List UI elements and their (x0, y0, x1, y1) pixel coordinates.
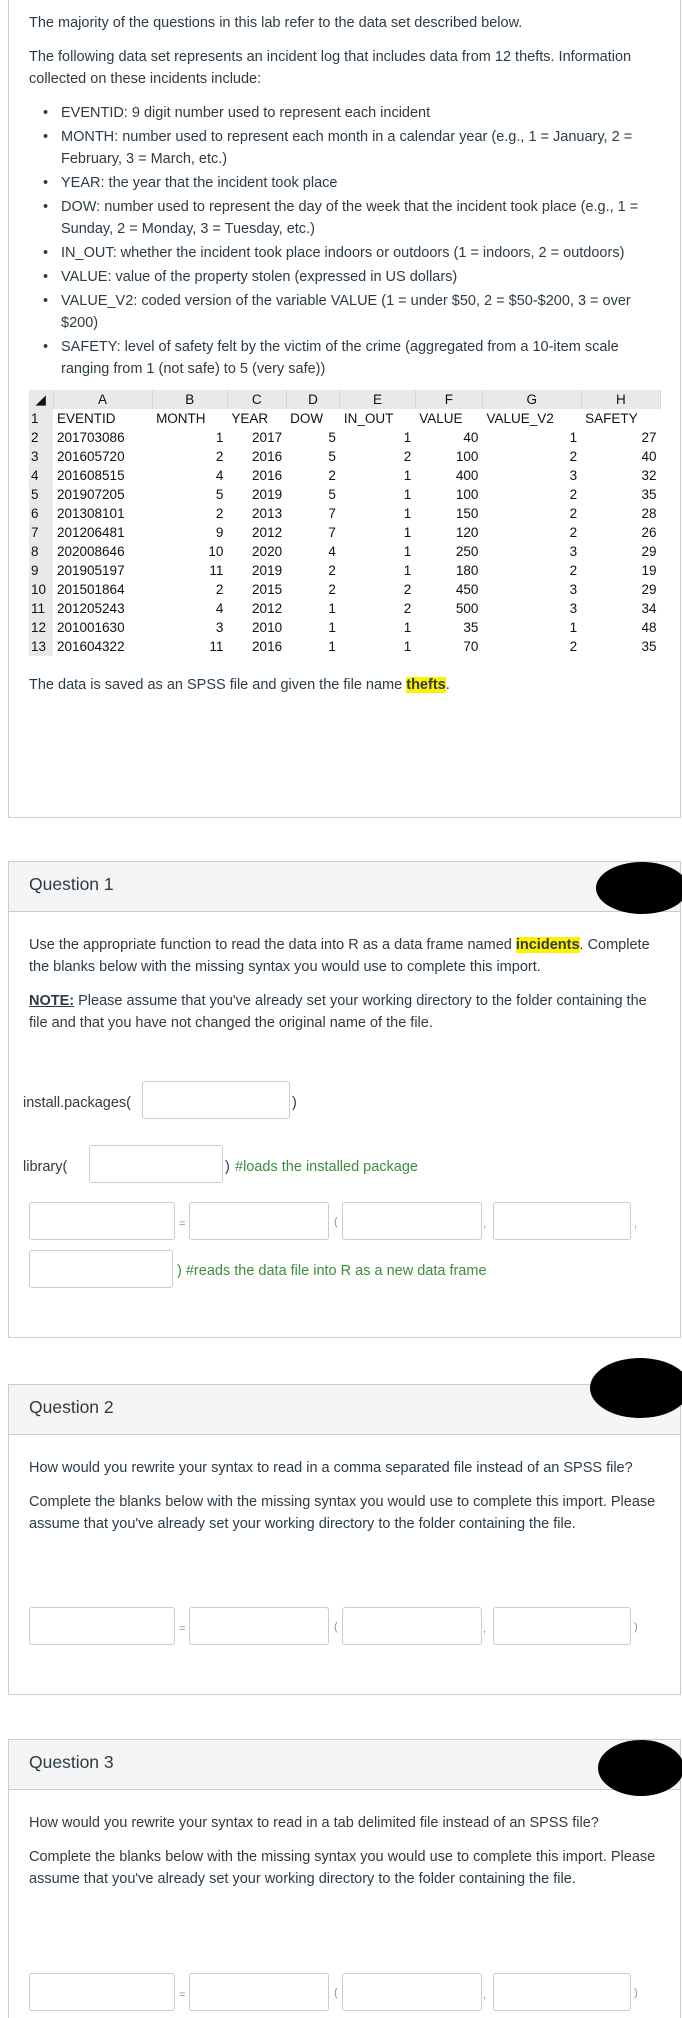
sheet-corner: ◢ (29, 390, 53, 409)
table-cell: 5 (328, 430, 336, 445)
column-header: YEAR (231, 411, 269, 426)
row-number: 12 (29, 618, 53, 637)
table-cell: 1 (403, 544, 412, 559)
table-cell: 4 (215, 468, 224, 483)
table-cell: 100 (455, 449, 479, 464)
table-cell: 250 (455, 544, 479, 559)
table-cell: 40 (463, 430, 479, 445)
question-note (29, 990, 660, 1034)
dataframe-name-blank[interactable] (29, 1973, 175, 2011)
column-letter: G (482, 390, 581, 409)
table-cell: 3 (569, 601, 578, 616)
file-argument-blank[interactable] (342, 1607, 482, 1645)
dataframe-name-highlight: incidents (515, 937, 580, 953)
table-cell: 2010 (252, 620, 283, 635)
assign-operator: = (179, 1218, 186, 1230)
table-cell: 10 (208, 544, 224, 559)
table-cell: 201604322 (57, 639, 125, 654)
table-cell: 3 (569, 582, 578, 597)
column-header: DOW (290, 411, 324, 426)
table-cell: 29 (641, 544, 657, 559)
variable-list (43, 102, 660, 380)
library-suffix: ) (225, 1159, 230, 1175)
table-cell: 2 (215, 449, 224, 464)
table-cell: 1 (403, 468, 412, 483)
table-cell: 201206481 (57, 525, 125, 540)
row-number: 9 (29, 561, 53, 580)
row-number: 5 (29, 485, 53, 504)
redaction-mark (590, 1358, 682, 1418)
question-text: How would you rewrite your syntax to read in a comma separated file instead of an SPSS file? (29, 1460, 633, 1476)
table-cell: 5 (328, 487, 336, 502)
table-cell: 2 (569, 487, 578, 502)
row-number: 7 (29, 523, 53, 542)
table-row (29, 618, 661, 637)
file-note (29, 674, 660, 696)
table-cell: 2 (569, 506, 578, 521)
table-cell: 2 (569, 563, 578, 578)
table-cell: 1 (215, 430, 224, 445)
table-cell: 2 (215, 506, 224, 521)
table-cell: 1 (403, 620, 412, 635)
table-cell: 3 (569, 544, 578, 559)
question-text: Complete the blanks below with the missing syntax you would use to complete this import. Please assume that you've already set your working directory to the folder containing the file. (29, 1494, 656, 1532)
question-body (9, 1435, 680, 1535)
table-cell: 34 (641, 601, 657, 616)
dataframe-name-blank[interactable] (29, 1202, 175, 1240)
column-letter: C (227, 390, 286, 409)
extra-argument-blank[interactable] (493, 1202, 631, 1240)
table-cell: 7 (328, 525, 336, 540)
question-title: Question 2 (9, 1385, 680, 1435)
table-cell: 2017 (252, 430, 283, 445)
column-header: IN_OUT (343, 411, 394, 426)
library-blank[interactable] (89, 1145, 223, 1183)
install-prefix: install.packages( (23, 1095, 131, 1111)
table-cell: 2016 (252, 468, 283, 483)
table-cell: 35 (463, 620, 479, 635)
table-cell: 2 (328, 468, 336, 483)
comma: , (483, 1218, 487, 1230)
table-cell: 201703086 (57, 430, 125, 445)
table-cell: 2012 (252, 601, 283, 616)
table-cell: 2016 (252, 449, 283, 464)
table-cell: 201905197 (57, 563, 125, 578)
table-cell: 1 (328, 639, 336, 654)
table-cell: 70 (463, 639, 479, 654)
table-cell: 400 (455, 468, 479, 483)
table-cell: 201608515 (57, 468, 125, 483)
file-argument-blank[interactable] (342, 1973, 482, 2011)
row-number: 4 (29, 466, 53, 485)
table-cell: 4 (215, 601, 224, 616)
table-cell: 35 (641, 639, 657, 654)
question-text: Complete the blanks below with the missing syntax you would use to complete this import. Please assume that you've already set your working directory to the folder containing the file. (29, 1849, 656, 1887)
row-number: 2 (29, 428, 53, 447)
table-cell: 150 (455, 506, 479, 521)
table-cell: 201001630 (57, 620, 125, 635)
extra-argument-blank[interactable] (493, 1973, 631, 2011)
table-cell: 28 (641, 506, 657, 521)
column-header: SAFETY (585, 411, 638, 426)
question-text-part: . Complete the blanks below with the missing syntax you would use to complete this import. (29, 937, 650, 975)
table-cell: 4 (328, 544, 336, 559)
table-cell: 1 (403, 525, 412, 540)
column-header: EVENTID (57, 411, 116, 426)
table-cell: 2015 (252, 582, 283, 597)
dataframe-name-blank[interactable] (29, 1607, 175, 1645)
table-cell: 450 (455, 582, 479, 597)
function-name-blank[interactable] (189, 1973, 329, 2011)
table-cell: 1 (569, 620, 578, 635)
table-cell: 3 (215, 620, 224, 635)
column-letter: F (415, 390, 482, 409)
extra-argument-blank[interactable] (493, 1607, 631, 1645)
extra-argument-blank-2[interactable] (29, 1250, 173, 1288)
variable-item: • IN_OUT: whether the incident took place indoors or outdoors (1 = indoors, 2 = outdoors) (43, 242, 660, 264)
library-comment: #loads the installed package (235, 1159, 418, 1175)
row-number: 3 (29, 447, 53, 466)
close-paren: ) (634, 1987, 638, 1999)
question-title: Question 3 (9, 1740, 680, 1790)
install-package-blank[interactable] (142, 1081, 290, 1119)
table-cell: 201907205 (57, 487, 125, 502)
table-cell: 2 (215, 582, 224, 597)
table-cell: 1 (569, 430, 578, 445)
table-row (29, 637, 661, 656)
table-cell: 201205243 (57, 601, 125, 616)
redaction-mark (596, 862, 682, 914)
table-cell: 201308101 (57, 506, 125, 521)
intro-paragraph-1: The majority of the questions in this lab refer to the data set described below. (29, 15, 523, 31)
function-name-blank[interactable] (189, 1607, 329, 1645)
row-number: 6 (29, 504, 53, 523)
column-letter: D (286, 390, 340, 409)
note-text: Please assume that you've already set your working directory to the folder containing the file and that you have not changed the original name of the file. (29, 993, 647, 1031)
column-letter-row (29, 390, 661, 409)
table-cell: 7 (328, 506, 336, 521)
variable-item: • DOW: number used to represent the day of the week that the incident took place (e.g., 1 = Sunday, 2 = Monday, 3 = Tuesday, etc.) (43, 196, 660, 240)
table-cell: 26 (641, 525, 657, 540)
column-header: VALUE (419, 411, 463, 426)
open-paren: ( (334, 1621, 338, 1633)
column-header: VALUE_V2 (486, 411, 554, 426)
table-cell: 9 (215, 525, 224, 540)
assign-operator: = (179, 1623, 186, 1635)
question-1 (8, 861, 681, 1338)
table-cell: 2016 (252, 639, 283, 654)
table-cell: 500 (455, 601, 479, 616)
spreadsheet-image (29, 390, 661, 656)
comma: , (483, 1989, 487, 2001)
table-cell: 2013 (252, 506, 283, 521)
comma: , (483, 1623, 487, 1635)
row-number: 8 (29, 542, 53, 561)
question-2 (8, 1384, 681, 1695)
table-cell: 2 (569, 525, 578, 540)
row-number: 1 (29, 409, 53, 428)
install-suffix: ) (292, 1095, 297, 1111)
variable-item: • YEAR: the year that the incident took place (43, 172, 660, 194)
table-cell: 120 (455, 525, 479, 540)
table-row (29, 580, 661, 599)
table-cell: 5 (215, 487, 224, 502)
table-row (29, 561, 661, 580)
comma: , (634, 1218, 638, 1230)
function-name-blank[interactable] (189, 1202, 329, 1240)
file-argument-blank[interactable] (342, 1202, 482, 1240)
table-cell: 2 (328, 582, 336, 597)
assign-operator: = (179, 1989, 186, 2001)
table-row (29, 485, 661, 504)
open-paren: ( (334, 1216, 338, 1228)
close-paren: ) (634, 1621, 638, 1633)
file-note-prefix: The data is saved as an SPSS file and given the file name (29, 677, 407, 693)
variable-item: • EVENTID: 9 digit number used to represent each incident (43, 102, 660, 124)
variable-item: • VALUE: value of the property stolen (expressed in US dollars) (43, 266, 660, 288)
header-row (29, 409, 661, 428)
table-cell: 2 (328, 563, 336, 578)
column-letter: H (581, 390, 660, 409)
table-row (29, 447, 661, 466)
redaction-mark (598, 1740, 682, 1796)
table-cell: 1 (328, 601, 336, 616)
question-body (9, 1790, 680, 1890)
read-comment: ) #reads the data file into R as a new data frame (177, 1263, 487, 1279)
question-title: Question 1 (9, 862, 680, 912)
table-cell: 48 (641, 620, 657, 635)
variable-item: • VALUE_V2: coded version of the variable VALUE (1 = under $50, 2 = $50-$200, 3 = over $200) (43, 290, 660, 334)
table-cell: 1 (403, 487, 412, 502)
column-letter: E (340, 390, 415, 409)
variable-item: • SAFETY: level of safety felt by the victim of the crime (aggregated from a 10-item scale ranging from 1 (not safe) to 5 (very safe)) (43, 336, 660, 380)
table-cell: 2 (569, 639, 578, 654)
table-cell: 1 (403, 430, 412, 445)
table-cell: 5 (328, 449, 336, 464)
table-cell: 100 (455, 487, 479, 502)
note-label: NOTE: (29, 993, 75, 1009)
table-row (29, 428, 661, 447)
library-prefix: library( (23, 1159, 68, 1175)
table-cell: 202008646 (57, 544, 125, 559)
table-cell: 11 (209, 563, 224, 578)
question-text-part: Use the appropriate function to read the data into R as a data frame named (29, 937, 516, 953)
question-text (29, 934, 660, 978)
dataset-description (8, 0, 681, 818)
table-cell: 201605720 (57, 449, 125, 464)
table-cell: 2 (403, 449, 412, 464)
column-letter: A (53, 390, 152, 409)
table-cell: 2012 (252, 525, 283, 540)
table-row (29, 466, 661, 485)
open-paren: ( (334, 1987, 338, 1999)
table-cell: 27 (641, 430, 657, 445)
table-cell: 3 (569, 468, 578, 483)
table-cell: 1 (403, 506, 412, 521)
table-cell: 2 (403, 582, 412, 597)
table-cell: 2020 (252, 544, 283, 559)
column-letter: B (152, 390, 227, 409)
question-body (9, 912, 680, 1034)
table-cell: 180 (455, 563, 479, 578)
column-header: MONTH (156, 411, 206, 426)
variable-item: • MONTH: number used to represent each month in a calendar year (e.g., 1 = January, 2 = February, 3 = March, etc.) (43, 126, 660, 170)
table-cell: 2 (569, 449, 578, 464)
table-cell: 29 (641, 582, 657, 597)
table-cell: 2 (403, 601, 412, 616)
row-number: 10 (29, 580, 53, 599)
table-cell: 2019 (252, 487, 283, 502)
table-row (29, 599, 661, 618)
table-cell: 35 (641, 487, 657, 502)
table-cell: 1 (403, 639, 412, 654)
table-row (29, 504, 661, 523)
table-cell: 32 (641, 468, 657, 483)
table-row (29, 523, 661, 542)
table-cell: 201501864 (57, 582, 125, 597)
row-number: 11 (29, 599, 53, 618)
table-cell: 11 (209, 639, 224, 654)
row-number: 13 (29, 637, 53, 656)
table-cell: 1 (403, 563, 412, 578)
table-cell: 40 (641, 449, 657, 464)
table-row (29, 542, 661, 561)
table-cell: 19 (641, 563, 657, 578)
file-name-highlight: thefts (406, 677, 446, 693)
file-note-suffix: . (445, 677, 450, 693)
table-cell: 2019 (252, 563, 283, 578)
table-cell: 1 (328, 620, 336, 635)
question-3 (8, 1739, 681, 2018)
intro-paragraph-2: The following data set represents an incident log that includes data from 12 thefts. Information collected on these incidents include: (29, 49, 632, 87)
question-text: How would you rewrite your syntax to read in a tab delimited file instead of an SPSS file? (29, 1815, 599, 1831)
